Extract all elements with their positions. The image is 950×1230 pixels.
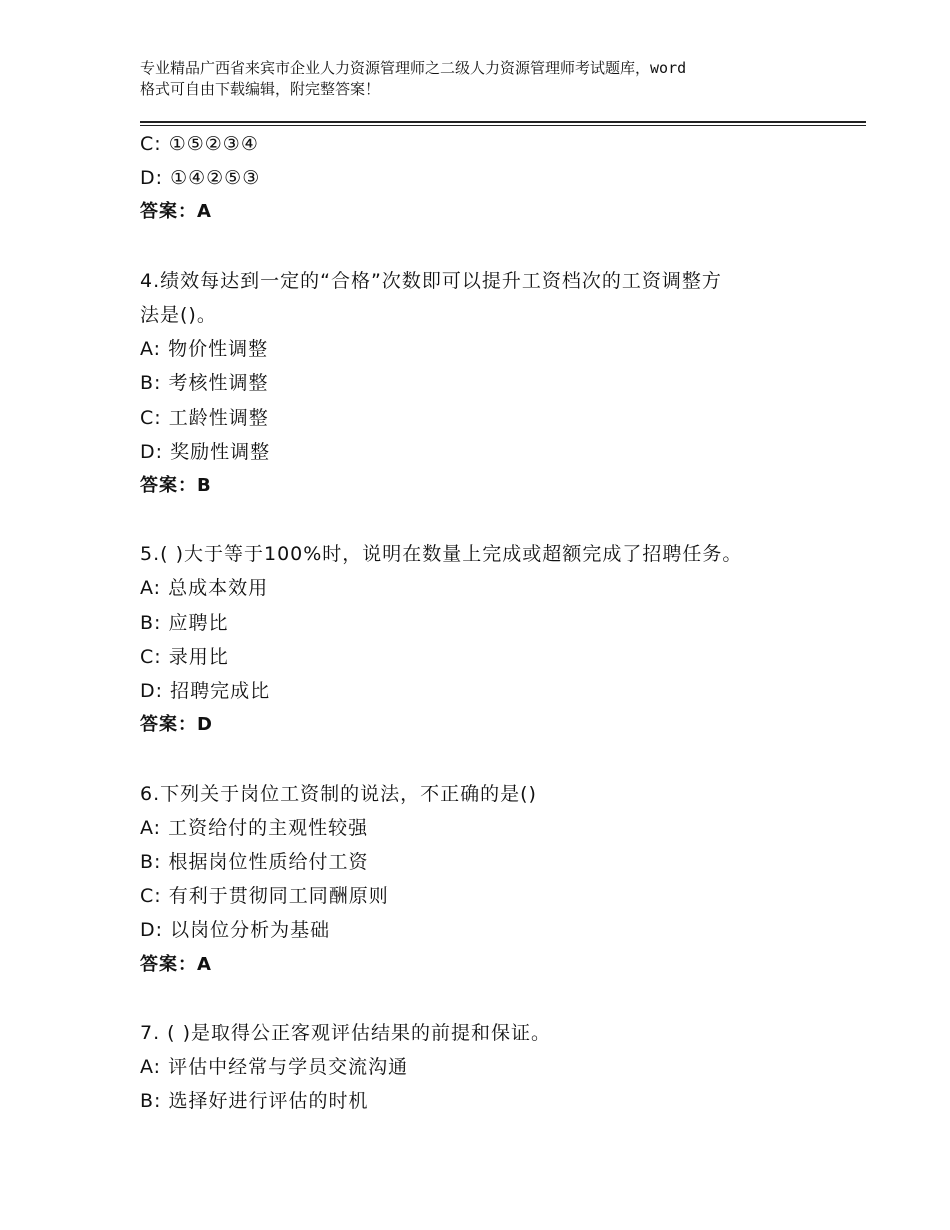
option-b: B: 根据岗位性质给付工资 (140, 850, 369, 873)
answer: 答案：B (140, 474, 212, 496)
option-c: C: 工龄性调整 (140, 406, 269, 429)
option-b: B: 选择好进行评估的时机 (140, 1090, 369, 1113)
header-line-1: 专业精品广西省来宾市企业人力资源管理师之二级人力资源管理师考试题库，word (140, 59, 687, 77)
option-a: A: 总成本效用 (140, 577, 269, 600)
option-c: C: 录用比 (140, 645, 229, 668)
option-a: A: 工资给付的主观性较强 (140, 816, 369, 839)
question-stem: 4.绩效每达到一定的“合格”次数即可以提升工资档次的工资调整方 (140, 269, 722, 292)
option-d: D: 招聘完成比 (140, 680, 271, 702)
header-rule-thick (140, 121, 866, 123)
option-d: D: 以岗位分析为基础 (140, 919, 331, 942)
question-stem: 6.下列关于岗位工资制的说法，不正确的是() (140, 782, 537, 805)
option-a: A: 物价性调整 (140, 338, 269, 361)
option-b: B: 考核性调整 (140, 372, 269, 395)
spacer (140, 503, 840, 537)
question-stem: 法是()。 (140, 303, 217, 326)
document-body (140, 127, 840, 1118)
option-d: D: ①④②⑤③ (140, 167, 261, 190)
option-a: A: 评估中经常与学员交流沟通 (140, 1056, 409, 1079)
question-stem: 5.( )大于等于100%时，说明在数量上完成或超额完成了招聘任务。 (140, 543, 743, 566)
option-c: C: 有利于贯彻同工同酬原则 (140, 885, 389, 908)
header-rule-thin (140, 125, 866, 126)
header-line-2: 格式可自由下载编辑，附完整答案！ (140, 80, 381, 98)
document-header (140, 58, 830, 100)
answer: 答案：D (140, 714, 213, 736)
option-c: C: ①⑤②③④ (140, 133, 259, 155)
option-d: D: 奖励性调整 (140, 440, 271, 463)
question-stem: 7. ( )是取得公正客观评估结果的前提和保证。 (140, 1021, 552, 1044)
spacer (140, 230, 840, 264)
spacer (140, 982, 840, 1016)
answer: 答案：A (140, 953, 212, 975)
spacer (140, 742, 840, 776)
answer: 答案：A (140, 201, 212, 223)
option-b: B: 应聘比 (140, 611, 229, 634)
